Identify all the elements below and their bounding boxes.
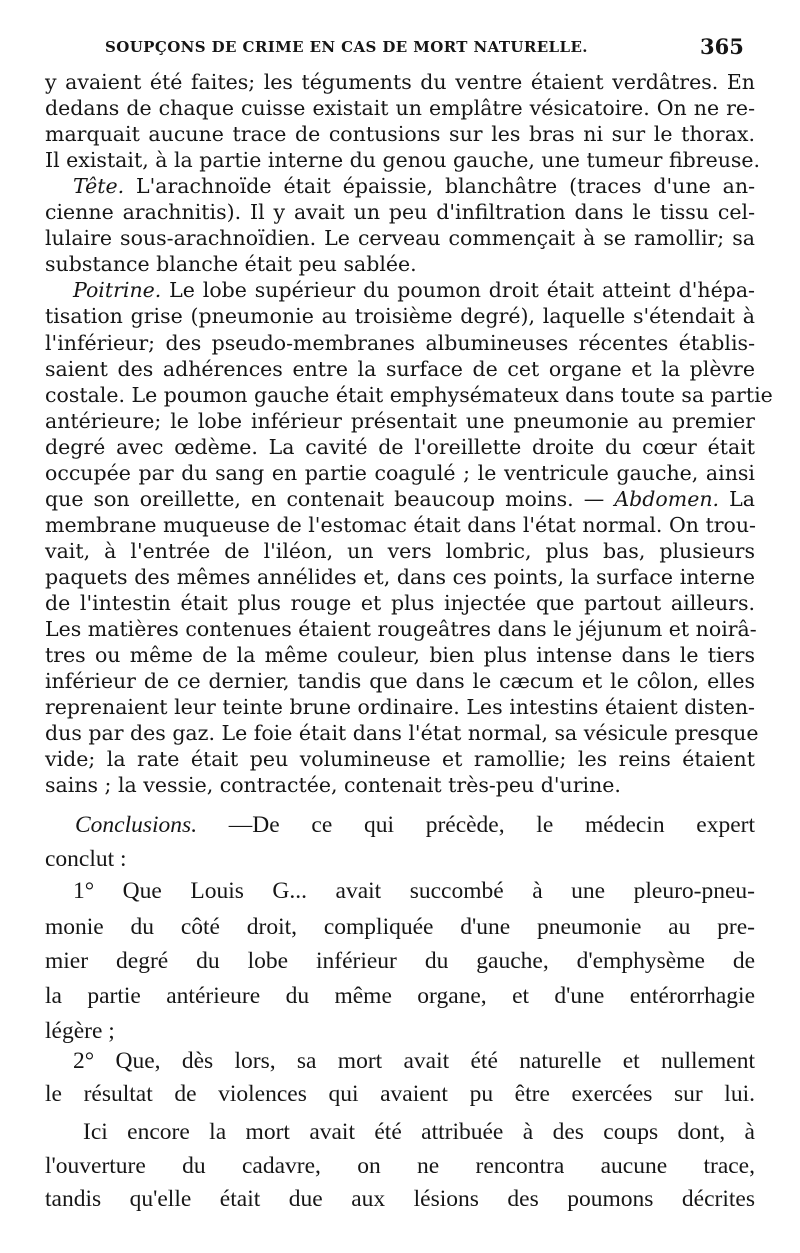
text-line bbox=[45, 721, 759, 746]
text-line bbox=[45, 124, 755, 145]
line-text: y avaient été faites; les téguments du ventre étaient verdâtres. En bbox=[45, 70, 755, 94]
text-line bbox=[45, 538, 755, 563]
line-text: degré avec œdème. La cavité de l'oreillette droite du cœur était bbox=[45, 434, 755, 459]
text-line bbox=[45, 486, 755, 511]
line-text: vide; la rate était peu volumineuse et ramollie; les reins étaient bbox=[45, 747, 755, 772]
line-text: dedans de chaque cuisse existait un emplâtre vésicatoire. On ne re- bbox=[45, 96, 755, 121]
italic-heading: Conclusions. bbox=[75, 812, 198, 838]
line-text: dus par des gaz. Le foie était dans l'état normal, sa vésicule presque bbox=[45, 721, 759, 746]
text-line bbox=[45, 356, 755, 381]
line-text: lulaire sous-arachnoïdien. Le cerveau commençait à se ramollir; sa bbox=[45, 226, 755, 251]
italic-heading: Tête. bbox=[73, 174, 125, 199]
line-text: —De ce qui précède, le médecin expert bbox=[197, 812, 755, 838]
text-line bbox=[75, 814, 755, 838]
page-number: 365 bbox=[700, 34, 744, 59]
text-line bbox=[45, 564, 755, 589]
text-line bbox=[45, 1188, 755, 1212]
text-line bbox=[73, 1050, 755, 1074]
line-text: conclut : bbox=[45, 846, 127, 872]
text-line bbox=[73, 880, 755, 904]
line-text: vait, à l'entrée de l'iléon, un vers lombric, plus bas, plusieurs bbox=[45, 538, 755, 563]
text-line bbox=[45, 985, 755, 1009]
running-title: SOUPÇONS DE CRIME EN CAS DE MORT NATURELLE. bbox=[105, 38, 588, 56]
text-line bbox=[45, 950, 755, 974]
text-line bbox=[45, 254, 417, 275]
line-text: Le lobe supérieur du poumon droit était atteint d'hépa- bbox=[161, 278, 755, 303]
line-text: Ici encore la mort avait été attribuée à des coups dont, à bbox=[83, 1119, 755, 1145]
line-text: La bbox=[719, 486, 755, 511]
line-text: 2° Que, dès lors, sa mort avait été naturelle et nullement bbox=[73, 1048, 755, 1074]
text-line bbox=[45, 645, 755, 666]
text-line bbox=[45, 593, 755, 614]
line-text: l'ouverture du cadavre, on ne rencontra aucune trace, bbox=[45, 1153, 755, 1179]
text-line bbox=[45, 202, 755, 223]
text-line bbox=[45, 1083, 755, 1107]
line-text: l'inférieur; des pseudo-membranes albumineuses récentes établis- bbox=[45, 330, 755, 355]
line-text: Il existait, à la partie interne du genou gauche, une tumeur fibreuse. bbox=[45, 148, 761, 173]
text-line bbox=[45, 697, 755, 718]
text-line bbox=[73, 280, 755, 301]
text-line bbox=[45, 512, 756, 537]
text-line bbox=[83, 1121, 755, 1145]
line-text: Les matières contenues étaient rougeâtres dans le jéjunum et noirâ- bbox=[45, 617, 757, 642]
line-text: inférieur de ce dernier, tandis que dans le cæcum et le côlon, elles bbox=[45, 669, 755, 694]
italic-heading: Poitrine. bbox=[73, 278, 162, 303]
line-text: substance blanche était peu sablée. bbox=[45, 252, 417, 277]
line-text: costale. Le poumon gauche était emphysémateux dans toute sa partie bbox=[45, 382, 773, 407]
text-line bbox=[45, 306, 755, 327]
text-line bbox=[45, 775, 621, 796]
line-text: antérieure; le lobe inférieur présentait une pneumonie au premier bbox=[45, 408, 755, 433]
text-line bbox=[73, 176, 755, 197]
line-text: sains ; la vessie, contractée, contenait très-peu d'urine. bbox=[45, 773, 621, 798]
line-text: tres ou même de la même couleur, bien plus intense dans le tiers bbox=[45, 643, 755, 668]
text-line bbox=[45, 749, 755, 770]
line-text: marquait aucune trace de contusions sur les bras ni sur le thorax. bbox=[45, 122, 755, 147]
text-line bbox=[45, 228, 755, 249]
text-line bbox=[45, 150, 760, 171]
line-text: membrane muqueuse de l'estomac était dans l'état normal. On trou- bbox=[45, 512, 756, 537]
line-text: reprenaient leur teinte brune ordinaire. Les intestins étaient disten- bbox=[45, 695, 755, 720]
text-line bbox=[45, 408, 755, 433]
line-text: 1° Que Louis G... avait succombé à une pleuro-pneu- bbox=[73, 878, 755, 904]
italic-heading: Abdomen. bbox=[614, 486, 720, 511]
text-line bbox=[45, 619, 755, 640]
line-text: L'arachnoïde était épaissie, blanchâtre (traces d'une an- bbox=[124, 174, 755, 199]
line-text: que son oreillette, en contenait beaucoup moins. — bbox=[45, 486, 615, 511]
line-text: monie du côté droit, compliquée d'une pneumonie au pre- bbox=[45, 914, 755, 940]
line-text: le résultat de violences qui avaient pu être exercées sur lui. bbox=[45, 1081, 755, 1107]
text-line bbox=[45, 1155, 755, 1179]
line-text: tandis qu'elle était due aux lésions des poumons décrites bbox=[45, 1186, 755, 1212]
text-line bbox=[45, 98, 755, 119]
line-text: la partie antérieure du même organe, et d'une entérorrhagie bbox=[45, 983, 755, 1009]
text-line bbox=[45, 671, 755, 692]
line-text: paquets des mêmes annélides et, dans ces points, la surface interne bbox=[45, 564, 755, 589]
text-line bbox=[45, 330, 755, 355]
text-line bbox=[45, 434, 755, 459]
line-text: légère ; bbox=[45, 1018, 115, 1044]
text-line bbox=[45, 460, 755, 485]
text-line bbox=[45, 848, 127, 872]
text-line bbox=[45, 382, 773, 407]
line-text: tisation grise (pneumonie au troisième degré), laquelle s'étendait à bbox=[45, 304, 755, 329]
line-text: occupée par du sang en partie coagulé ; le ventricule gauche, ainsi bbox=[45, 460, 755, 485]
line-text: mier degré du lobe inférieur du gauche, d'emphysème de bbox=[45, 948, 755, 974]
text-line bbox=[45, 916, 755, 940]
line-text: cienne arachnitis). Il y avait un peu d'infiltration dans le tissu cel- bbox=[45, 200, 755, 225]
text-line bbox=[45, 1020, 115, 1044]
line-text: saient des adhérences entre la surface de cet organe et la plèvre bbox=[45, 356, 755, 381]
line-text: de l'intestin était plus rouge et plus injectée que partout ailleurs. bbox=[45, 591, 755, 615]
text-line bbox=[45, 72, 755, 93]
